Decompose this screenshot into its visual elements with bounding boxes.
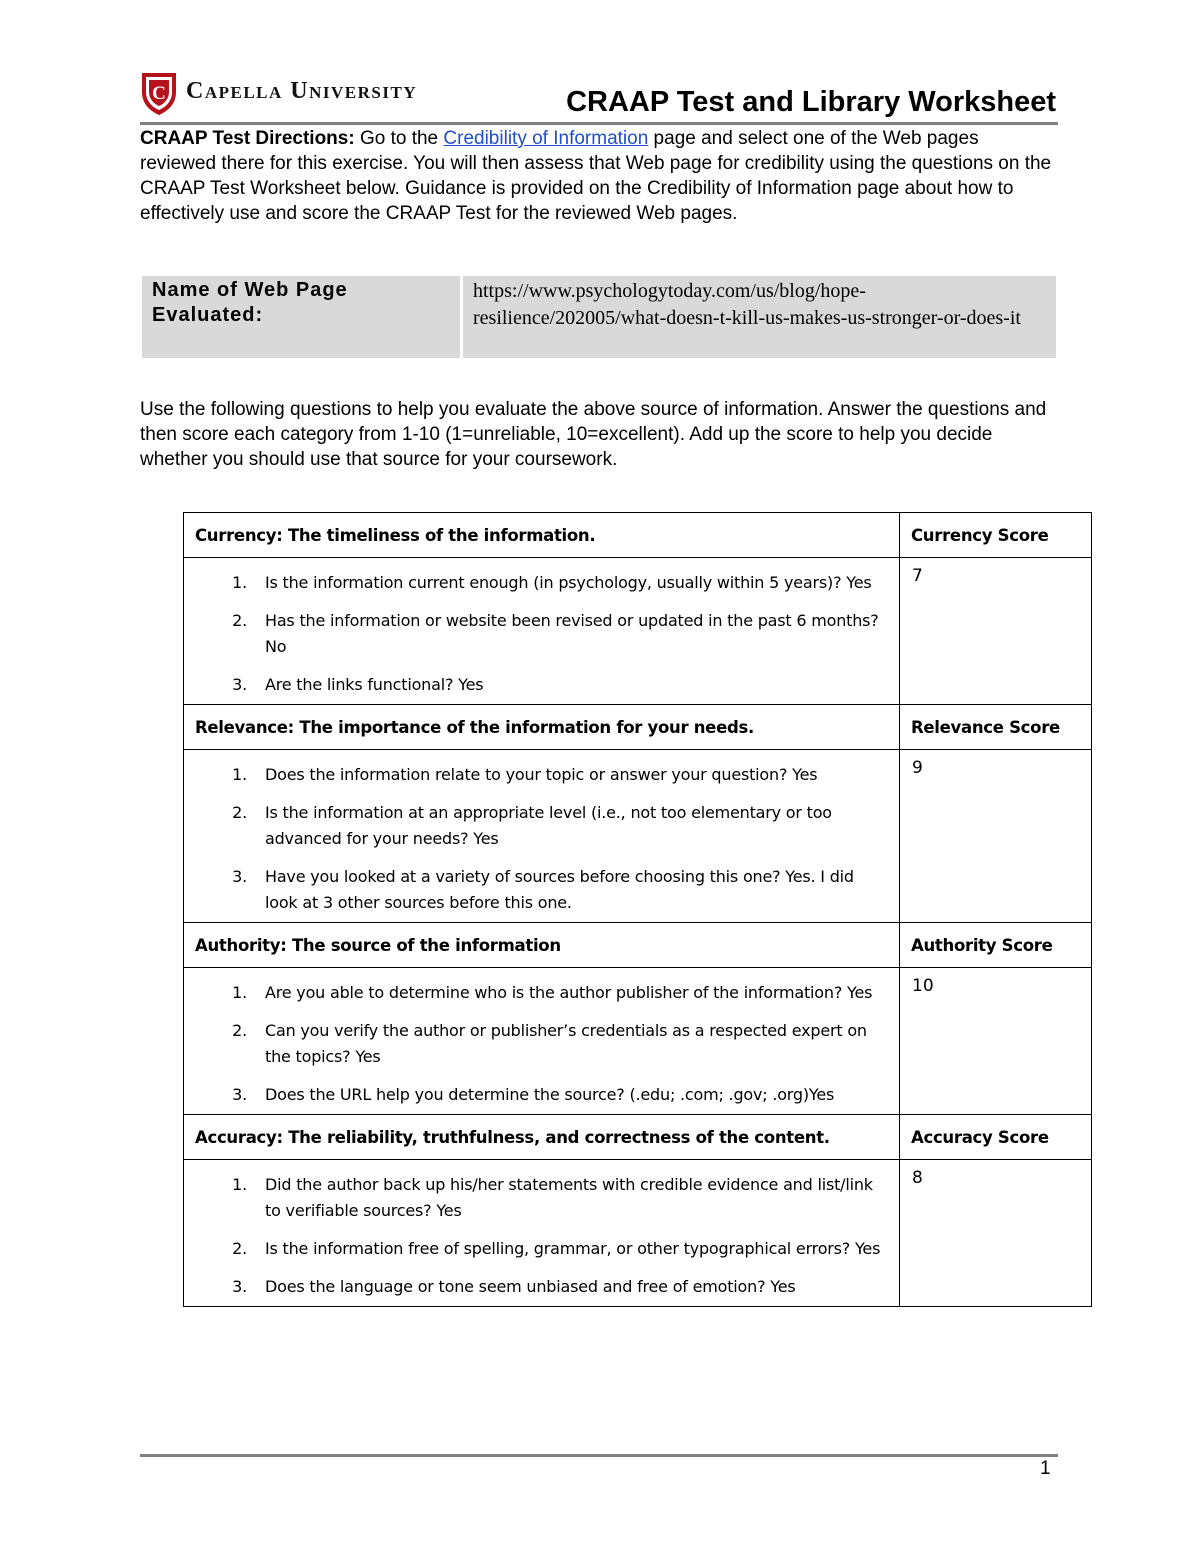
question-text: Is the information at an appropriate level (i.e., not too elementary or too advanced for your needs? Yes [265,803,832,848]
question-item [184,1236,889,1262]
question-item [184,1018,889,1070]
question-item [184,1172,889,1224]
question-cell [184,968,900,1115]
score-value: 10 [900,968,1092,1115]
section-heading: Authority: The source of the information [184,923,900,968]
question-item [184,864,889,916]
question-list [184,1160,899,1306]
svg-text:C: C [152,83,166,104]
question-item [184,608,889,660]
section-header-row [184,513,1092,558]
question-item [184,672,889,698]
question-list [184,750,899,922]
section-body-row [184,558,1092,705]
question-list [184,968,899,1114]
question-number: 3. [232,1277,247,1296]
web-page-label: Name of Web Page Evaluated: [142,276,460,358]
question-item [184,1274,889,1300]
question-text: Does the URL help you determine the source? (.edu; .com; .gov; .org)Yes [265,1085,835,1104]
section-body-row [184,1160,1092,1307]
document-header [140,68,1058,126]
question-text: Are the links functional? Yes [265,675,484,694]
directions-lead: CRAAP Test Directions: [140,128,355,149]
question-text: Is the information free of spelling, grammar, or other typographical errors? Yes [265,1239,881,1258]
question-text: Is the information current enough (in psychology, usually within 5 years)? Yes [265,573,872,592]
question-number: 2. [232,1239,247,1258]
question-text: Did the author back up his/her statements with credible evidence and list/link to verifiable sources? Yes [265,1175,873,1220]
section-heading: Accuracy: The reliability, truthfulness, and correctness of the content. [184,1115,900,1160]
question-number: 2. [232,803,247,822]
question-cell [184,1160,900,1307]
question-number: 1. [232,573,247,592]
question-cell [184,750,900,923]
question-item [184,570,889,596]
score-label: Accuracy Score [900,1115,1092,1160]
question-text: Have you looked at a variety of sources before choosing this one? Yes. I did look at 3 other sources before this one. [265,867,854,912]
question-number: 1. [232,983,247,1002]
section-heading: Relevance: The importance of the information for your needs. [184,705,900,750]
question-list [184,558,899,704]
question-number: 1. [232,765,247,784]
question-text: Does the information relate to your topic or answer your question? Yes [265,765,818,784]
section-body-row [184,750,1092,923]
question-number: 3. [232,1085,247,1104]
score-label: Authority Score [900,923,1092,968]
craap-table [183,512,1092,1307]
university-name: Capella University [186,77,418,104]
section-header-row [184,1115,1092,1160]
capella-shield-icon [140,70,178,116]
web-page-url: https://www.psychologytoday.com/us/blog/hope-resilience/202005/what-doesn-t-kill-us-makes-us-stronger-or-does-it [463,276,1056,358]
directions-text-1: Go to the [354,128,444,149]
header-divider [140,122,1058,125]
question-text: Are you able to determine who is the author publisher of the information? Yes [265,983,873,1002]
section-heading: Currency: The timeliness of the information. [184,513,900,558]
score-label: Relevance Score [900,705,1092,750]
question-number: 2. [232,1021,247,1040]
score-value: 8 [900,1160,1092,1307]
document-title: CRAAP Test and Library Worksheet [566,86,1056,118]
score-label: Currency Score [900,513,1092,558]
question-text: Does the language or tone seem unbiased and free of emotion? Yes [265,1277,796,1296]
question-text: Has the information or website been revised or updated in the past 6 months? No [265,611,879,656]
question-number: 3. [232,675,247,694]
footer-divider [140,1454,1058,1457]
instructions-paragraph: Use the following questions to help you evaluate the above source of information. Answer the questions and then score each category from 1-10 (1=unreliable, 10=excellent). Add up the score to help you decide whether you should use that source for your coursework. [140,399,1047,470]
question-item [184,1082,889,1108]
score-value: 7 [900,558,1092,705]
section-header-row [184,705,1092,750]
score-value: 9 [900,750,1092,923]
directions-paragraph [140,126,1058,226]
question-number: 2. [232,611,247,630]
web-page-name-box [142,276,1056,358]
credibility-link[interactable]: Credibility of Information [443,128,649,149]
page-number: 1 [1040,1458,1051,1479]
question-number: 1. [232,1175,247,1194]
question-item [184,800,889,852]
question-number: 3. [232,867,247,886]
directions-text-2: page and select one of the Web pages reviewed there for this exercise. You will then assess that Web page for credibility using the questions on the CRAAP Test Worksheet below. Guidance is provided on the Credibility of Information page about how to effectively use and score the CRAAP Test for the reviewed Web pages. [140,128,1052,224]
section-body-row [184,968,1092,1115]
question-text: Can you verify the author or publisher’s credentials as a respected expert on the topics? Yes [265,1021,867,1066]
section-header-row [184,923,1092,968]
question-item [184,980,889,1006]
question-cell [184,558,900,705]
question-item [184,762,889,788]
university-logo [140,70,417,116]
